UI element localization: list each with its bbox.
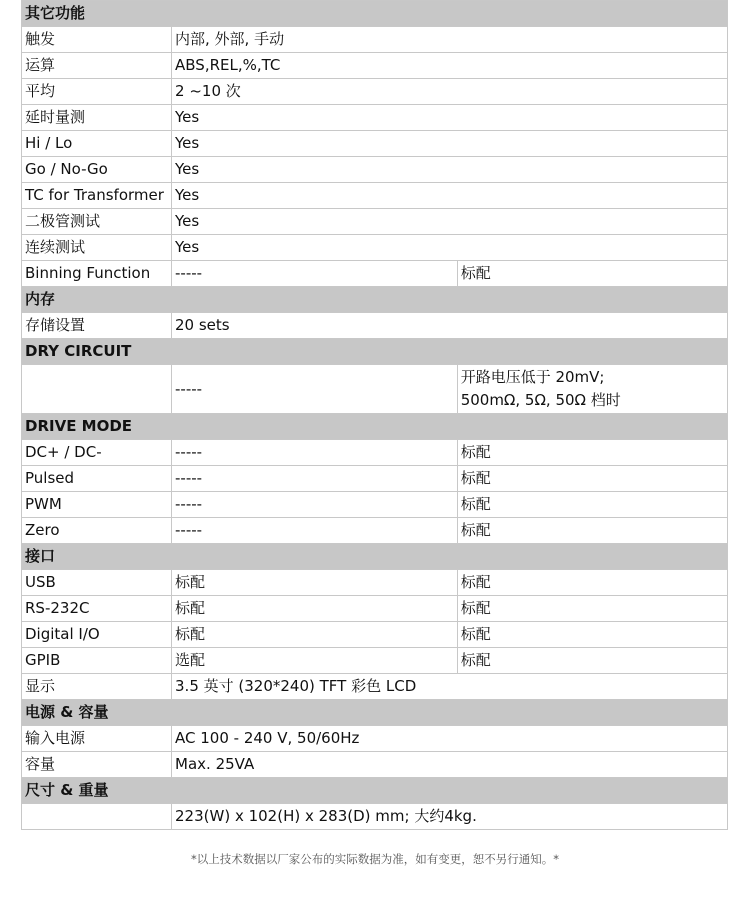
spec-value: -----	[172, 440, 458, 466]
section-header	[22, 339, 728, 365]
spec-value: Yes	[172, 235, 728, 261]
spec-row	[22, 804, 728, 830]
spec-value: -----	[172, 492, 458, 518]
spec-row	[22, 440, 728, 466]
spec-sheet	[21, 0, 728, 830]
spec-note: 标配	[457, 261, 727, 287]
spec-note	[457, 365, 727, 414]
spec-note: 标配	[457, 518, 727, 544]
spec-note-line: 开路电压低于 20mV;	[460, 368, 605, 386]
spec-label: 输入电源	[22, 726, 172, 752]
spec-row	[22, 518, 728, 544]
spec-label: Binning Function	[22, 261, 172, 287]
spec-row	[22, 105, 728, 131]
footnote: *以上技术数据以厂家公布的实际数据为准，如有变更，恕不另行通知。*	[191, 852, 559, 866]
spec-label: RS-232C	[22, 596, 172, 622]
spec-value: 20 sets	[172, 313, 728, 339]
spec-value: 2 ~10 次	[172, 79, 728, 105]
spec-row	[22, 596, 728, 622]
spec-label: Zero	[22, 518, 172, 544]
spec-note: 标配	[457, 622, 727, 648]
spec-row	[22, 570, 728, 596]
spec-value: 标配	[172, 570, 458, 596]
spec-value: 标配	[172, 596, 458, 622]
spec-row	[22, 235, 728, 261]
spec-note: 标配	[457, 492, 727, 518]
spec-value: Yes	[172, 131, 728, 157]
section-header	[22, 287, 728, 313]
spec-label	[22, 804, 172, 830]
spec-value: -----	[172, 466, 458, 492]
spec-label: 连续测试	[22, 235, 172, 261]
spec-row	[22, 183, 728, 209]
spec-label	[22, 365, 172, 414]
spec-note: 标配	[457, 570, 727, 596]
section-header	[22, 700, 728, 726]
spec-label: 延时量测	[22, 105, 172, 131]
spec-row	[22, 79, 728, 105]
section-title: DRIVE MODE	[22, 414, 728, 440]
spec-row	[22, 622, 728, 648]
spec-label: 容量	[22, 752, 172, 778]
section-header	[22, 544, 728, 570]
section-header	[22, 1, 728, 27]
spec-row	[22, 726, 728, 752]
spec-note: 标配	[457, 648, 727, 674]
spec-label: 触发	[22, 27, 172, 53]
spec-value: 标配	[172, 622, 458, 648]
spec-label: Go / No-Go	[22, 157, 172, 183]
spec-value: Yes	[172, 157, 728, 183]
spec-value: 内部, 外部, 手动	[172, 27, 728, 53]
spec-value: Max. 25VA	[172, 752, 728, 778]
spec-value: 3.5 英寸 (320*240) TFT 彩色 LCD	[172, 674, 728, 700]
spec-row	[22, 313, 728, 339]
spec-value: -----	[172, 518, 458, 544]
spec-label: TC for Transformer	[22, 183, 172, 209]
spec-value: Yes	[172, 183, 728, 209]
section-header	[22, 414, 728, 440]
spec-value: -----	[172, 365, 458, 414]
section-title: DRY CIRCUIT	[22, 339, 728, 365]
spec-label: 运算	[22, 53, 172, 79]
spec-row	[22, 131, 728, 157]
spec-value: 选配	[172, 648, 458, 674]
section-title: 内存	[22, 287, 728, 313]
spec-label: 存储设置	[22, 313, 172, 339]
section-header	[22, 778, 728, 804]
section-title: 电源 & 容量	[22, 700, 728, 726]
spec-note: 标配	[457, 596, 727, 622]
spec-row	[22, 209, 728, 235]
spec-value: Yes	[172, 105, 728, 131]
spec-row	[22, 752, 728, 778]
spec-value: ABS,REL,%,TC	[172, 53, 728, 79]
section-title: 接口	[22, 544, 728, 570]
spec-row	[22, 648, 728, 674]
spec-row	[22, 466, 728, 492]
spec-label: PWM	[22, 492, 172, 518]
spec-row	[22, 157, 728, 183]
spec-label: 平均	[22, 79, 172, 105]
spec-row	[22, 53, 728, 79]
spec-value: 223(W) x 102(H) x 283(D) mm; 大约4kg.	[172, 804, 728, 830]
spec-value: Yes	[172, 209, 728, 235]
spec-row	[22, 492, 728, 518]
section-title: 尺寸 & 重量	[22, 778, 728, 804]
spec-row	[22, 261, 728, 287]
spec-label: USB	[22, 570, 172, 596]
spec-label: Digital I/O	[22, 622, 172, 648]
section-title: 其它功能	[22, 1, 728, 27]
spec-label: DC+ / DC-	[22, 440, 172, 466]
spec-row	[22, 674, 728, 700]
spec-label: Hi / Lo	[22, 131, 172, 157]
spec-label: GPIB	[22, 648, 172, 674]
spec-row	[22, 27, 728, 53]
spec-label: 二极管测试	[22, 209, 172, 235]
spec-label: 显示	[22, 674, 172, 700]
spec-table	[21, 0, 728, 830]
spec-note: 标配	[457, 440, 727, 466]
spec-note: 标配	[457, 466, 727, 492]
spec-value: AC 100 - 240 V, 50/60Hz	[172, 726, 728, 752]
spec-label: Pulsed	[22, 466, 172, 492]
spec-row	[22, 365, 728, 414]
spec-value: -----	[172, 261, 458, 287]
spec-note-line: 500mΩ, 5Ω, 50Ω 档时	[460, 391, 621, 409]
